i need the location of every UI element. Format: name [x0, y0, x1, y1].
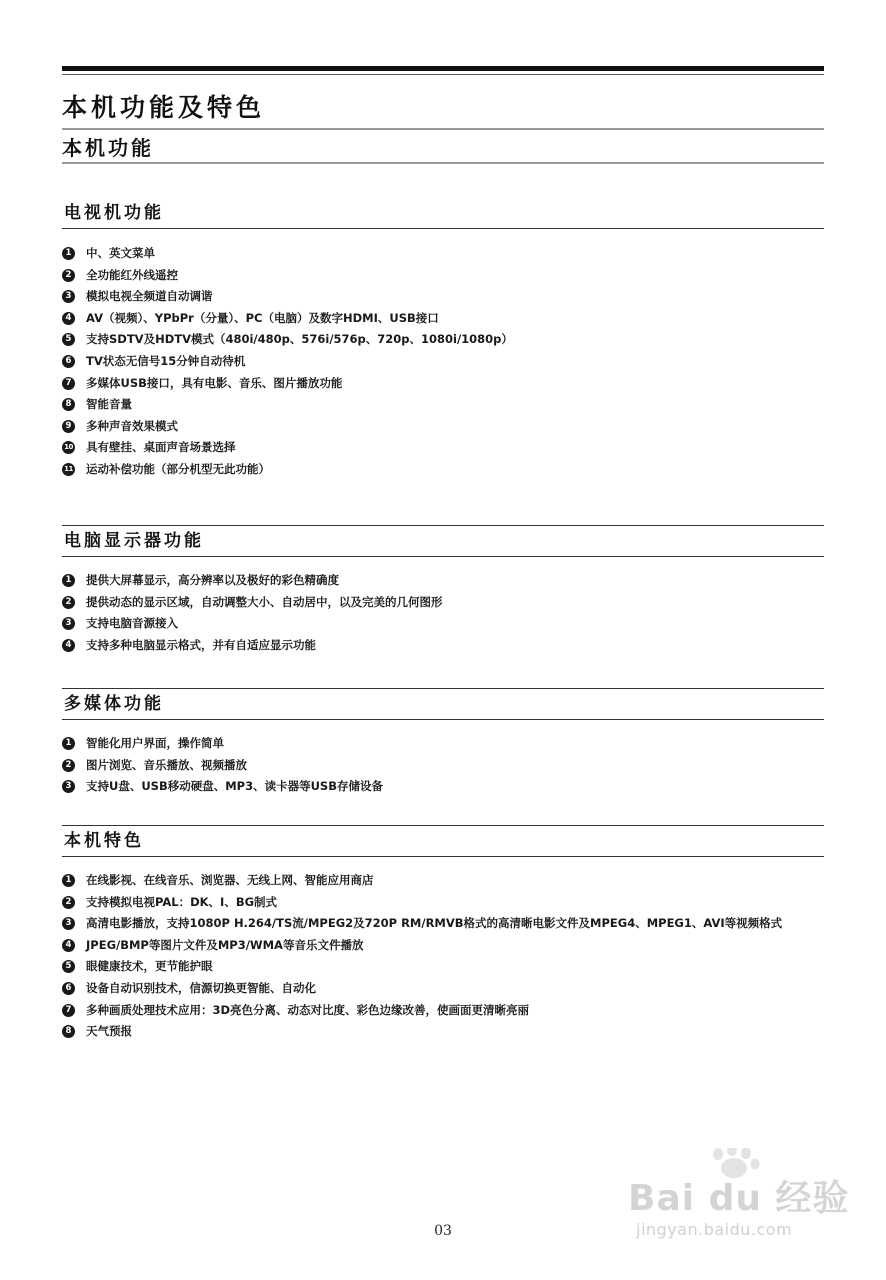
feature-item: [62, 416, 824, 438]
feature-text: 支持电脑音源接入: [86, 616, 178, 631]
item-number-badge: 6: [62, 355, 75, 368]
item-number-badge: 4: [62, 939, 75, 952]
item-number-badge: 5: [62, 960, 75, 973]
page-title: 本机功能及特色: [62, 93, 266, 122]
feature-list: [62, 733, 824, 798]
item-number-badge: 8: [62, 1025, 75, 1038]
feature-text: 多媒体USB接口，具有电影、音乐、图片播放功能: [86, 375, 343, 390]
feature-text: 提供大屏幕显示，高分辨率以及极好的彩色精确度: [86, 573, 339, 587]
feature-item: [62, 1000, 824, 1022]
section-title: 电脑显示器功能: [64, 531, 204, 551]
feature-item: [62, 459, 824, 481]
subtitle-divider: [62, 162, 824, 164]
feature-item: [62, 373, 824, 395]
feature-item: [62, 892, 824, 914]
section-pc-monitor-functions: [62, 525, 824, 656]
item-number-badge: 2: [62, 896, 75, 909]
feature-text: 多种画质处理技术应用：3D亮色分离、动态对比度、彩色边缘改善，使画面更清晰亮丽: [86, 1002, 530, 1017]
section-divider: [62, 228, 824, 229]
item-number-badge: 2: [62, 596, 75, 609]
feature-item: [62, 635, 824, 657]
feature-text: JPEG/BMP等图片文件及MP3/WMA等音乐文件播放: [86, 937, 364, 952]
feature-text: 天气预报: [86, 1024, 132, 1039]
feature-text: 提供动态的显示区域，自动调整大小、自动居中，以及完美的几何图形: [86, 594, 443, 609]
item-number-badge: 2: [62, 269, 75, 282]
item-number-badge: 4: [62, 312, 75, 325]
feature-text: 具有壁挂、桌面声音场景选择: [86, 440, 236, 455]
section-tv-functions: [62, 198, 824, 481]
feature-text: 高清电影播放，支持1080P H.264/TS流/MPEG2及720P RM/RMVB格式的高清晰电影文件及MPEG4、MPEG1、AVI等视频格式: [86, 916, 783, 931]
item-number-badge: 2: [62, 759, 75, 772]
section-divider: [62, 719, 824, 720]
item-number-badge: 4: [62, 639, 75, 652]
feature-text: 在线影视、在线音乐、浏览器、无线上网、智能应用商店: [86, 873, 374, 887]
feature-item: [62, 243, 824, 265]
feature-item: [62, 570, 824, 592]
title-divider: [62, 128, 824, 130]
feature-list: [62, 570, 824, 656]
feature-item: [62, 592, 824, 614]
item-number-badge: 9: [62, 420, 75, 433]
feature-text: 智能化用户界面，操作简单: [86, 736, 224, 750]
item-number-badge: 1: [62, 247, 75, 260]
section-title: 本机特色: [64, 831, 144, 851]
feature-list: [62, 870, 824, 1043]
feature-text: TV状态无信号15分钟自动待机: [86, 353, 246, 368]
feature-item: [62, 956, 824, 978]
item-number-badge: 3: [62, 617, 75, 630]
feature-item: [62, 437, 824, 459]
item-number-badge: 1: [62, 874, 75, 887]
feature-text: 模拟电视全频道自动调谐: [86, 289, 213, 304]
feature-item: [62, 913, 824, 935]
feature-item: [62, 613, 824, 635]
item-number-badge: 7: [62, 377, 75, 390]
page-subtitle: 本机功能: [62, 136, 154, 160]
item-number-badge: 1: [62, 737, 75, 750]
feature-text: AV（视频）、YPbPr（分量）、PC（电脑）及数字HDMI、USB接口: [86, 310, 439, 325]
feature-text: 多种声音效果模式: [86, 418, 178, 433]
feature-text: 眼健康技术，更节能护眼: [86, 959, 213, 974]
feature-item: [62, 329, 824, 351]
item-number-badge: 1: [62, 574, 75, 587]
feature-text: 全功能红外线遥控: [86, 267, 178, 282]
item-number-badge: 3: [62, 290, 75, 303]
item-number-badge: 3: [62, 917, 75, 930]
feature-item: [62, 351, 824, 373]
feature-text: 运动补偿功能（部分机型无此功能）: [86, 461, 270, 476]
feature-item: [62, 394, 824, 416]
feature-text: 支持多种电脑显示格式，并有自适应显示功能: [86, 637, 316, 652]
section-multimedia-functions: [62, 688, 824, 798]
feature-list: [62, 243, 824, 481]
section-features: [62, 825, 824, 1043]
feature-item: [62, 308, 824, 330]
feature-text: 支持SDTV及HDTV模式（480i/480p、576i/576p、720p、1080i/1080p）: [86, 332, 513, 347]
feature-item: [62, 870, 824, 892]
feature-text: 图片浏览、音乐播放、视频播放: [86, 757, 247, 772]
feature-text: 支持U盘、USB移动硬盘、MP3、读卡器等USB存储设备: [86, 779, 383, 794]
page-number: 03: [434, 1223, 452, 1239]
feature-text: 中、英文菜单: [86, 246, 155, 260]
feature-item: [62, 776, 824, 798]
feature-item: [62, 265, 824, 287]
item-number-badge: 8: [62, 398, 75, 411]
feature-item: [62, 755, 824, 777]
item-number-badge: 10: [62, 441, 75, 454]
item-number-badge: 3: [62, 780, 75, 793]
feature-item: [62, 1021, 824, 1043]
section-divider: [62, 856, 824, 857]
feature-text: 设备自动识别技术，信源切换更智能、自动化: [86, 980, 316, 995]
item-number-badge: 11: [62, 463, 75, 476]
item-number-badge: 5: [62, 333, 75, 346]
baidu-jingyan-watermark: [622, 1148, 850, 1248]
feature-text: 智能音量: [86, 397, 132, 412]
watermark-url: jingyan.baidu.com: [636, 1220, 793, 1239]
section-title: 电视机功能: [64, 203, 164, 223]
section-title: 多媒体功能: [64, 694, 164, 714]
header-thin-rule: [62, 74, 824, 75]
watermark-logo: Bai du 经验: [628, 1178, 850, 1219]
feature-item: [62, 935, 824, 957]
header-thick-rule: [62, 66, 824, 71]
section-divider: [62, 556, 824, 557]
feature-item: [62, 286, 824, 308]
item-number-badge: 7: [62, 1004, 75, 1017]
item-number-badge: 6: [62, 982, 75, 995]
feature-text: 支持模拟电视PAL：DK、I、BG制式: [86, 894, 278, 909]
feature-item: [62, 978, 824, 1000]
feature-item: [62, 733, 824, 755]
